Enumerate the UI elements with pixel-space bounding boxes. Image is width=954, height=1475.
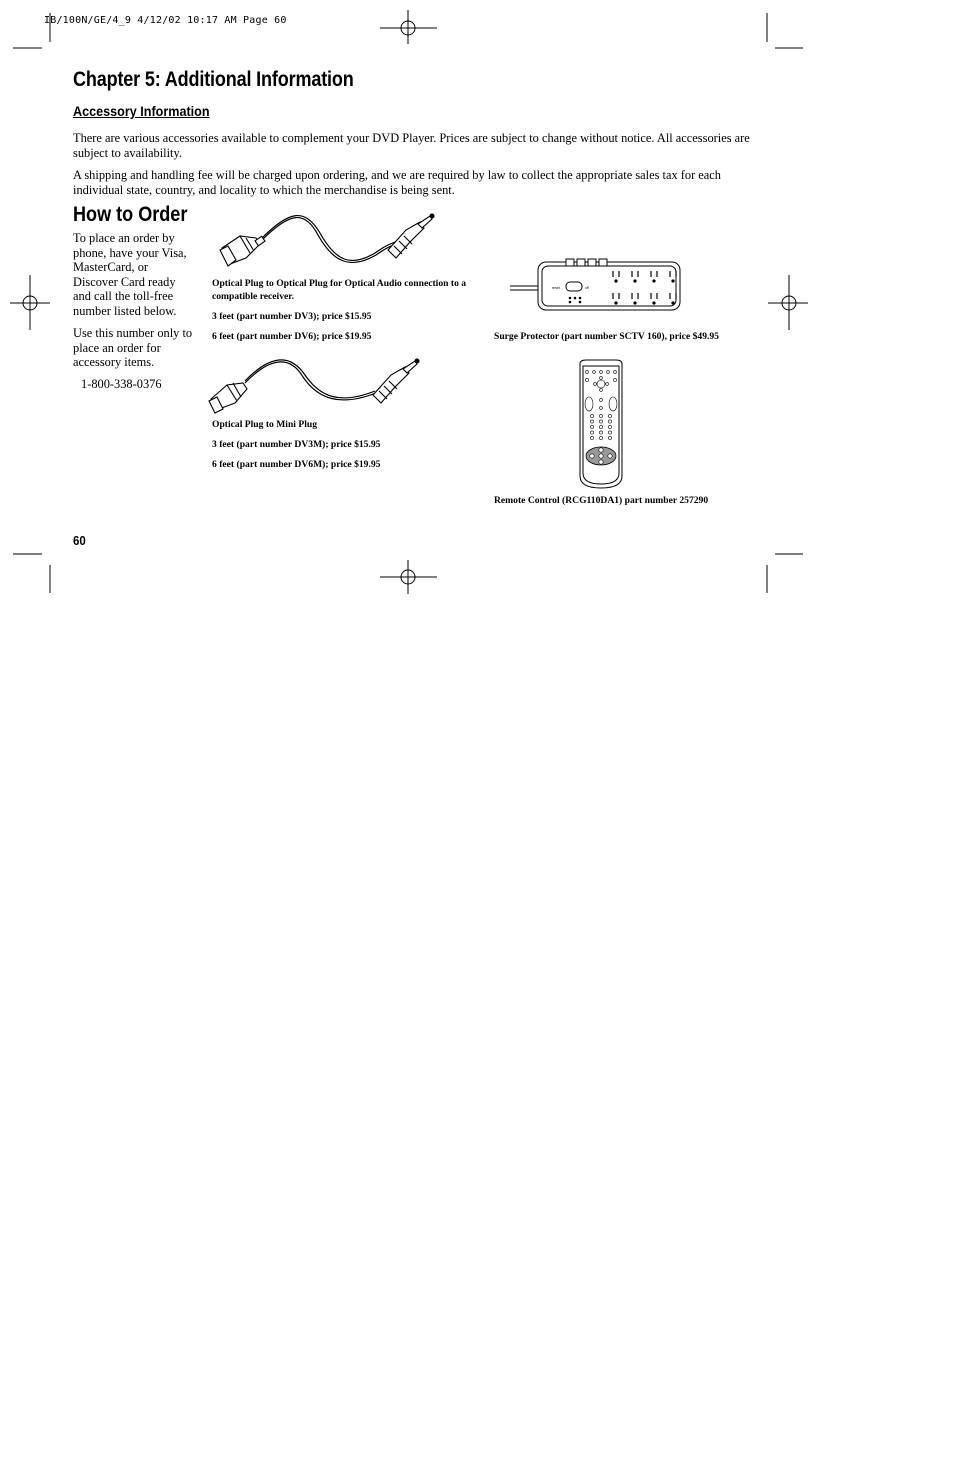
surge-protector-illustration: [510, 256, 685, 316]
surge-protector-caption: Surge Protector (part number SCTV 160), price $49.95: [494, 331, 719, 342]
optical-mini-option-6ft: 6 feet (part number DV6M); price $19.95: [212, 459, 381, 470]
surge-switch-label-left: reset: [552, 286, 560, 290]
remote-control-illustration: [576, 360, 626, 490]
surge-switch-label-right: off: [585, 286, 589, 290]
page-number: 60: [73, 533, 86, 548]
optical-optical-item: [212, 278, 470, 343]
optical-optical-name: Optical Plug to Optical Plug for Optical Audio connection to a compatible receiver.: [212, 278, 467, 302]
how-to-order-instructions: To place an order by phone, have your Visa, MasterCard, or Discover Card ready and call the toll-free number listed below.: [73, 231, 187, 318]
remote-control-caption: Remote Control (RCG110DA1) part number 257290: [494, 495, 709, 506]
intro-paragraph-1: There are various accessories available to complement your DVD Player. Prices are subject to change without notice. All accessories are subject to availability.: [73, 131, 750, 160]
intro-paragraph-2: A shipping and handling fee will be charged upon ordering, and we are required by law to collect the appropriate sales tax for each individual state, country, and locality to which the merchandise is being sent.: [73, 168, 721, 197]
how-to-order-note: Use this number only to place an order for accessory items.: [73, 326, 193, 370]
optical-mini-item: [212, 419, 470, 472]
optical-optical-option-3ft: 3 feet (part number DV3); price $15.95: [212, 311, 372, 322]
section-title: Accessory Information: [73, 103, 210, 119]
how-to-order-title: How to Order: [73, 203, 188, 226]
phone-number: 1-800-338-0376: [81, 377, 162, 391]
printer-slug: IB/100N/GE/4_9 4/12/02 10:17 AM Page 60: [44, 15, 287, 26]
mini-plug-cable-illustration: [205, 355, 435, 415]
optical-cable-illustration: [210, 208, 450, 278]
optical-mini-option-3ft: 3 feet (part number DV3M); price $15.95: [212, 439, 381, 450]
optical-mini-name: Optical Plug to Mini Plug: [212, 419, 318, 430]
optical-optical-option-6ft: 6 feet (part number DV6); price $19.95: [212, 330, 372, 342]
chapter-title: Chapter 5: Additional Information: [73, 68, 354, 91]
